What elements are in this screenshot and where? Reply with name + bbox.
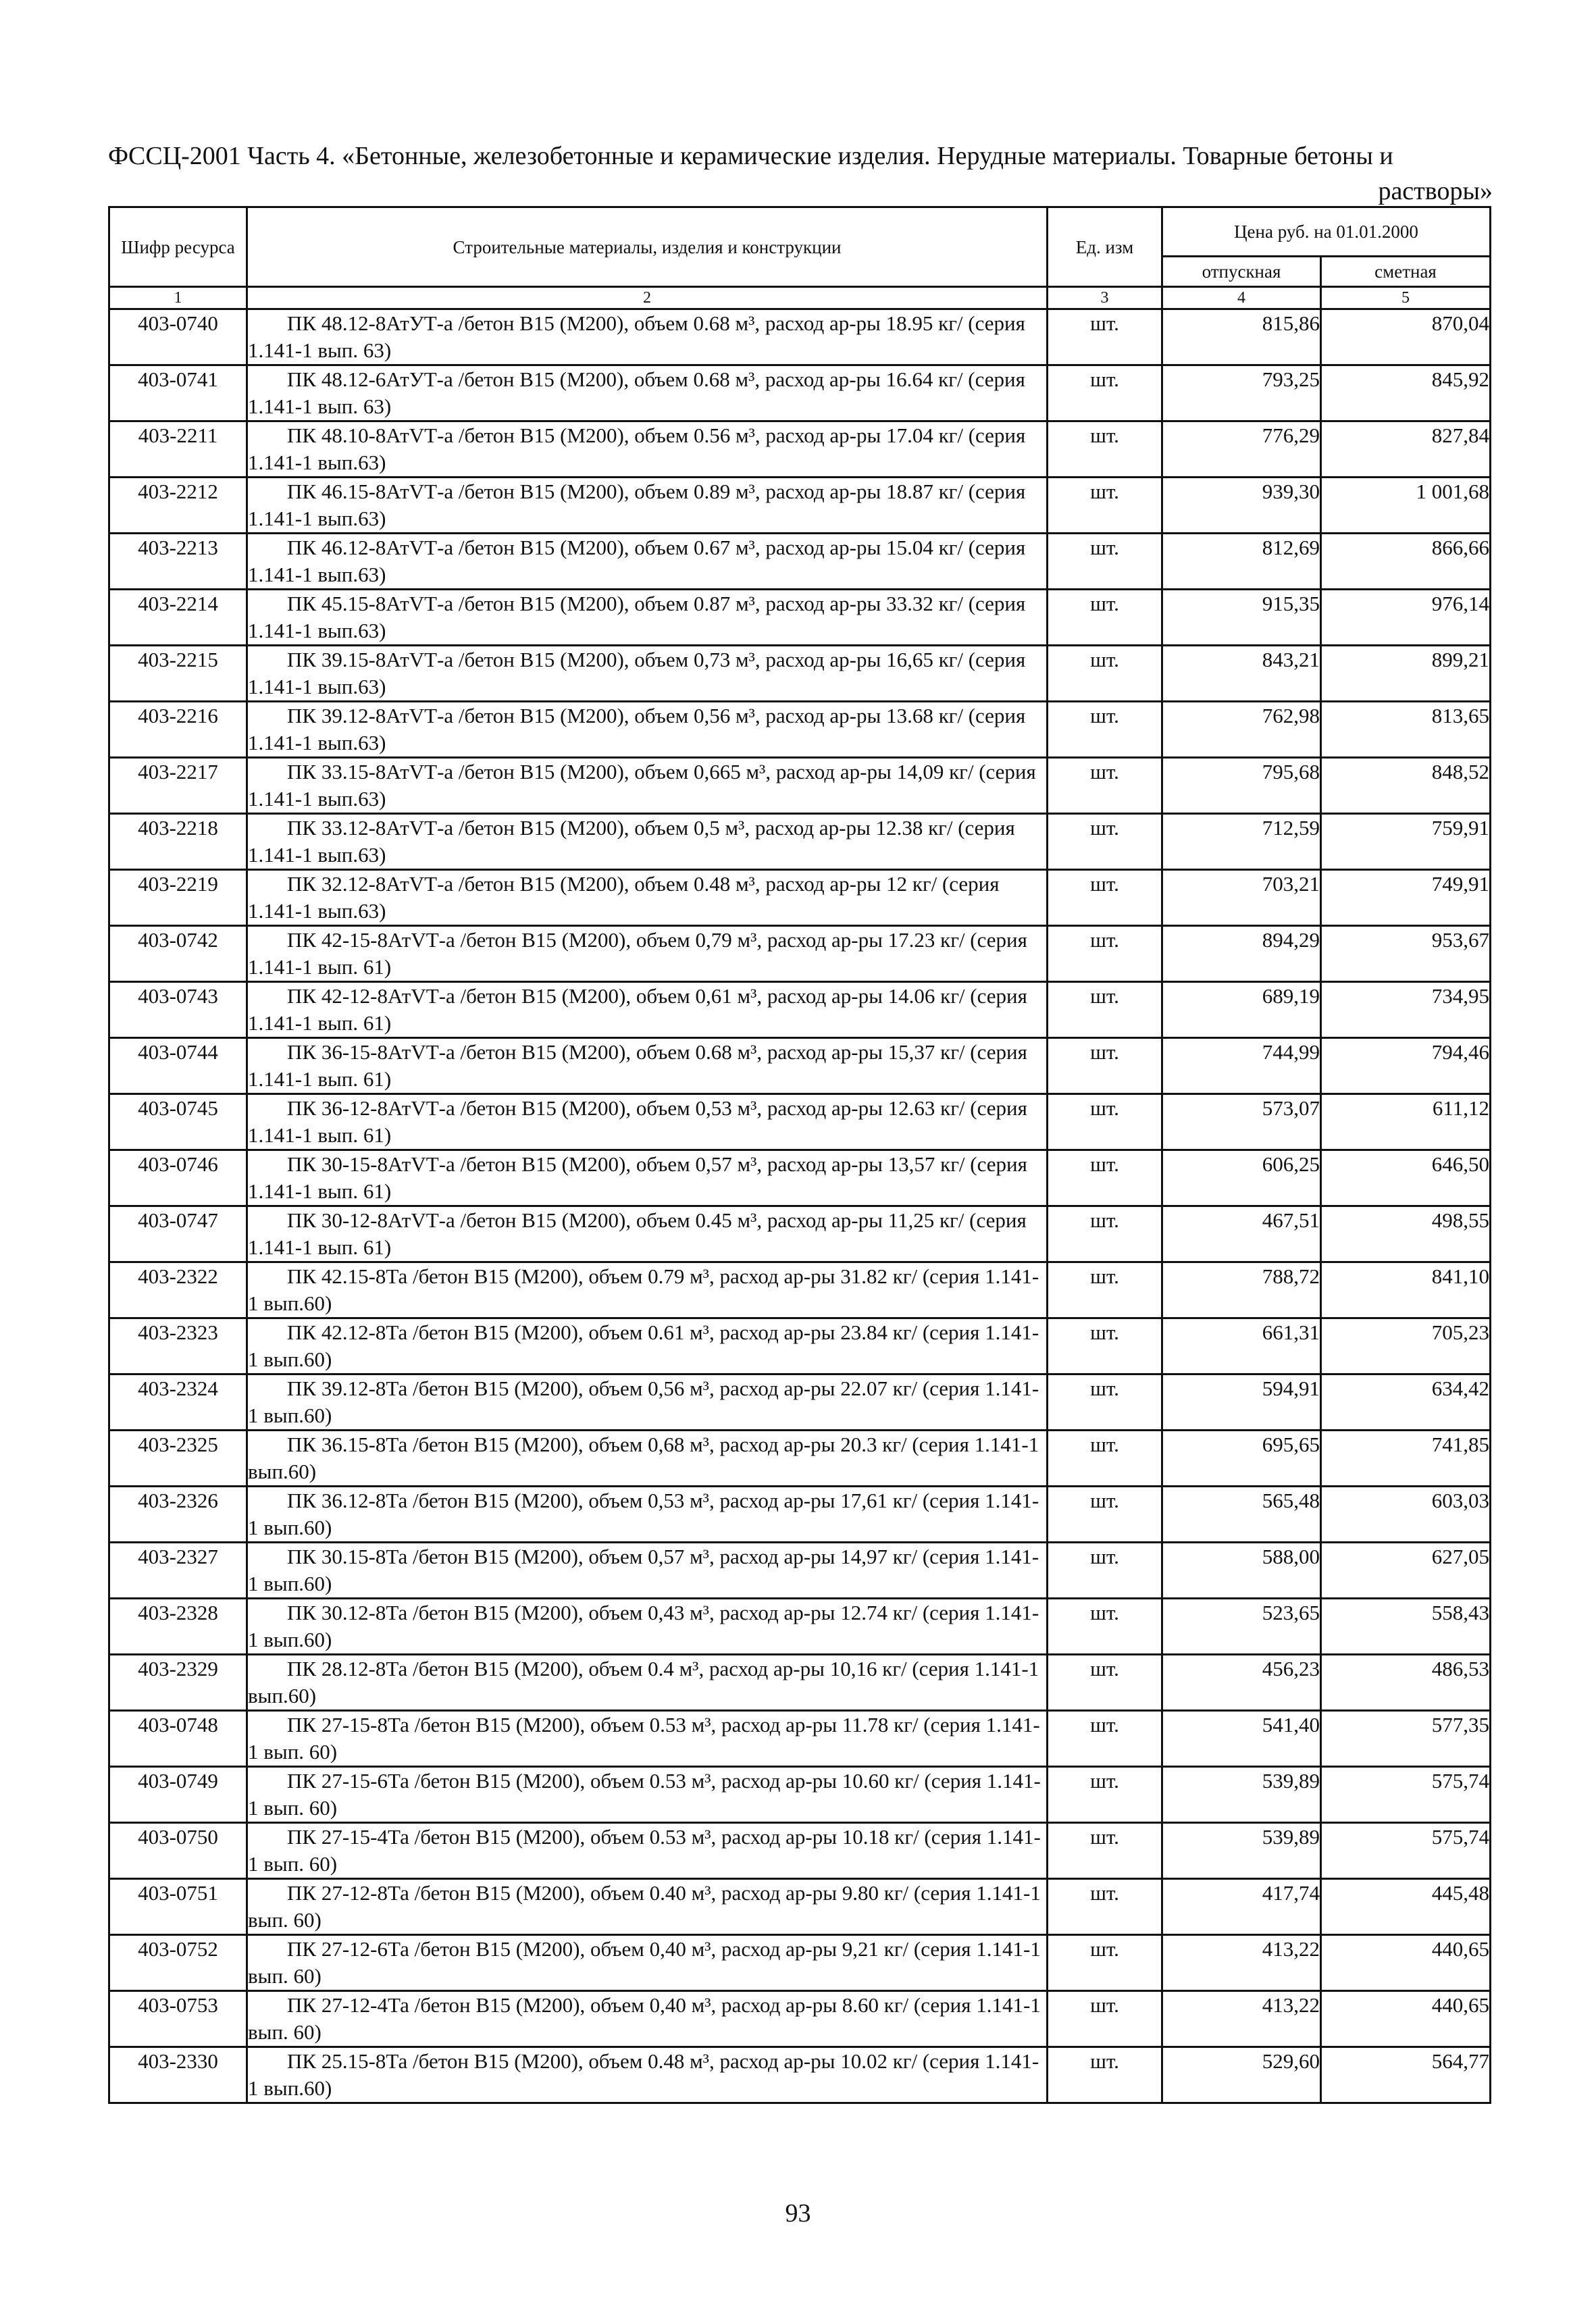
- row-unit: шт.: [1048, 1711, 1162, 1767]
- row-name: ПК 30.12-8Та /бетон В15 (М200), объем 0,43 м³, расход ар-ры 12.74 кг/ (серия 1.141-1 вып.60): [247, 1599, 1048, 1655]
- table-row: [109, 1094, 1491, 1150]
- row-unit: шт.: [1048, 1206, 1162, 1262]
- row-code: 403-2322: [109, 1262, 247, 1318]
- row-name: ПК 36-15-8АтVТ-а /бетон В15 (М200), объем 0.68 м³, расход ар-ры 15,37 кг/ (серия 1.141-1 вып. 61): [247, 1038, 1048, 1094]
- row-code: 403-0751: [109, 1879, 247, 1935]
- row-release-price: 812,69: [1162, 534, 1321, 590]
- row-estimate-price: 866,66: [1321, 534, 1491, 590]
- row-estimate-price: 870,04: [1321, 309, 1491, 365]
- row-release-price: 456,23: [1162, 1655, 1321, 1711]
- row-code: 403-0752: [109, 1935, 247, 1991]
- row-name: ПК 46.15-8АтVТ-а /бетон В15 (М200), объем 0.89 м³, расход ар-ры 18.87 кг/ (серия 1.141-1 вып.63): [247, 478, 1048, 534]
- table-row: [109, 1374, 1491, 1431]
- row-unit: шт.: [1048, 1094, 1162, 1150]
- row-code: 403-2324: [109, 1374, 247, 1431]
- row-code: 403-2330: [109, 2047, 247, 2103]
- header-line-1: ФССЦ-2001 Часть 4. «Бетонные, железобетонные и керамические изделия. Нерудные материалы. Товарные бетоны и: [108, 142, 1393, 170]
- row-name: ПК 27-12-8Та /бетон В15 (М200), объем 0.40 м³, расход ар-ры 9.80 кг/ (серия 1.141-1 вып. 60): [247, 1879, 1048, 1935]
- table-row: [109, 1655, 1491, 1711]
- table-row: [109, 982, 1491, 1038]
- row-code: 403-0747: [109, 1206, 247, 1262]
- table-row: [109, 1543, 1491, 1599]
- row-release-price: 894,29: [1162, 926, 1321, 982]
- row-estimate-price: 603,03: [1321, 1487, 1491, 1543]
- row-code: 403-2212: [109, 478, 247, 534]
- row-name: ПК 39.12-8Та /бетон В15 (М200), объем 0,56 м³, расход ар-ры 22.07 кг/ (серия 1.141-1 вып.60): [247, 1374, 1048, 1431]
- table-row: [109, 534, 1491, 590]
- row-unit: шт.: [1048, 365, 1162, 421]
- row-release-price: 539,89: [1162, 1767, 1321, 1823]
- row-estimate-price: 841,10: [1321, 1262, 1491, 1318]
- row-release-price: 541,40: [1162, 1711, 1321, 1767]
- row-estimate-price: 445,48: [1321, 1879, 1491, 1935]
- row-name: ПК 30-12-8АтVТ-а /бетон В15 (М200), объем 0.45 м³, расход ар-ры 11,25 кг/ (серия 1.141-1 вып. 61): [247, 1206, 1048, 1262]
- table-row: [109, 1711, 1491, 1767]
- table-row: [109, 590, 1491, 646]
- row-code: 403-0745: [109, 1094, 247, 1150]
- row-release-price: 661,31: [1162, 1318, 1321, 1374]
- row-release-price: 793,25: [1162, 365, 1321, 421]
- row-name: ПК 30-15-8АтVТ-а /бетон В15 (М200), объем 0,57 м³, расход ар-ры 13,57 кг/ (серия 1.141-1 вып. 61): [247, 1150, 1048, 1206]
- table-row: [109, 758, 1491, 814]
- row-code: 403-0748: [109, 1711, 247, 1767]
- row-code: 403-0744: [109, 1038, 247, 1094]
- table-row: [109, 814, 1491, 870]
- table-row: [109, 1487, 1491, 1543]
- col-header-price-group: Цена руб. на 01.01.2000: [1162, 207, 1491, 257]
- row-unit: шт.: [1048, 1318, 1162, 1374]
- col-header-name: Строительные материалы, изделия и конструкции: [247, 207, 1048, 287]
- row-code: 403-0746: [109, 1150, 247, 1206]
- table-row: [109, 365, 1491, 421]
- row-release-price: 703,21: [1162, 870, 1321, 926]
- row-name: ПК 36.15-8Та /бетон В15 (М200), объем 0,68 м³, расход ар-ры 20.3 кг/ (серия 1.141-1 вып.60): [247, 1431, 1048, 1487]
- row-unit: шт.: [1048, 702, 1162, 758]
- row-release-price: 594,91: [1162, 1374, 1321, 1431]
- row-name: ПК 39.15-8АтVТ-а /бетон В15 (М200), объем 0,73 м³, расход ар-ры 16,65 кг/ (серия 1.141-1 вып.63): [247, 646, 1048, 702]
- row-release-price: 744,99: [1162, 1038, 1321, 1094]
- row-code: 403-0740: [109, 309, 247, 365]
- row-unit: шт.: [1048, 758, 1162, 814]
- row-estimate-price: 575,74: [1321, 1823, 1491, 1879]
- row-estimate-price: 1 001,68: [1321, 478, 1491, 534]
- row-estimate-price: 705,23: [1321, 1318, 1491, 1374]
- row-unit: шт.: [1048, 1543, 1162, 1599]
- table-row: [109, 1431, 1491, 1487]
- row-estimate-price: 564,77: [1321, 2047, 1491, 2103]
- row-unit: шт.: [1048, 646, 1162, 702]
- row-name: ПК 42.15-8Та /бетон В15 (М200), объем 0.79 м³, расход ар-ры 31.82 кг/ (серия 1.141-1 вып.60): [247, 1262, 1048, 1318]
- row-name: ПК 45.15-8АтVТ-а /бетон В15 (М200), объем 0.87 м³, расход ар-ры 33.32 кг/ (серия 1.141-1 вып.63): [247, 590, 1048, 646]
- row-estimate-price: 558,43: [1321, 1599, 1491, 1655]
- row-unit: шт.: [1048, 590, 1162, 646]
- row-release-price: 606,25: [1162, 1150, 1321, 1206]
- table-row: [109, 1935, 1491, 1991]
- row-release-price: 689,19: [1162, 982, 1321, 1038]
- table-row: [109, 702, 1491, 758]
- row-name: ПК 27-12-4Та /бетон В15 (М200), объем 0,40 м³, расход ар-ры 8.60 кг/ (серия 1.141-1 вып. 60): [247, 1991, 1048, 2047]
- row-unit: шт.: [1048, 2047, 1162, 2103]
- row-name: ПК 33.12-8АтVТ-а /бетон В15 (М200), объем 0,5 м³, расход ар-ры 12.38 кг/ (серия 1.141-1 вып.63): [247, 814, 1048, 870]
- table-row: [109, 478, 1491, 534]
- col-number: 1: [109, 287, 247, 309]
- row-code: 403-2217: [109, 758, 247, 814]
- table-row: [109, 1150, 1491, 1206]
- row-unit: шт.: [1048, 1991, 1162, 2047]
- row-name: ПК 25.15-8Та /бетон В15 (М200), объем 0.48 м³, расход ар-ры 10.02 кг/ (серия 1.141-1 вып.60): [247, 2047, 1048, 2103]
- row-name: ПК 42-15-8АтVТ-а /бетон В15 (М200), объем 0,79 м³, расход ар-ры 17.23 кг/ (серия 1.141-1 вып. 61): [247, 926, 1048, 982]
- row-estimate-price: 611,12: [1321, 1094, 1491, 1150]
- row-release-price: 712,59: [1162, 814, 1321, 870]
- resource-price-table: [108, 206, 1491, 2104]
- row-code: 403-0753: [109, 1991, 247, 2047]
- row-release-price: 762,98: [1162, 702, 1321, 758]
- row-estimate-price: 734,95: [1321, 982, 1491, 1038]
- row-unit: шт.: [1048, 926, 1162, 982]
- row-name: ПК 48.12-8АтУТ-а /бетон В15 (М200), объем 0.68 м³, расход ар-ры 18.95 кг/ (серия 1.141-1 вып. 63): [247, 309, 1048, 365]
- row-name: ПК 48.12-6АтУТ-а /бетон В15 (М200), объем 0.68 м³, расход ар-ры 16.64 кг/ (серия 1.141-1 вып. 63): [247, 365, 1048, 421]
- row-code: 403-2215: [109, 646, 247, 702]
- row-name: ПК 36.12-8Та /бетон В15 (М200), объем 0,53 м³, расход ар-ры 17,61 кг/ (серия 1.141-1 вып.60): [247, 1487, 1048, 1543]
- row-estimate-price: 498,55: [1321, 1206, 1491, 1262]
- row-unit: шт.: [1048, 1823, 1162, 1879]
- row-name: ПК 33.15-8АтVТ-а /бетон В15 (М200), объем 0,665 м³, расход ар-ры 14,09 кг/ (серия 1.141-1 вып.63): [247, 758, 1048, 814]
- row-estimate-price: 646,50: [1321, 1150, 1491, 1206]
- row-release-price: 529,60: [1162, 2047, 1321, 2103]
- row-name: ПК 27-15-4Та /бетон В15 (М200), объем 0.53 м³, расход ар-ры 10.18 кг/ (серия 1.141-1 вып. 60): [247, 1823, 1048, 1879]
- row-release-price: 413,22: [1162, 1991, 1321, 2047]
- row-unit: шт.: [1048, 534, 1162, 590]
- row-code: 403-2328: [109, 1599, 247, 1655]
- row-unit: шт.: [1048, 1431, 1162, 1487]
- row-code: 403-2216: [109, 702, 247, 758]
- row-code: 403-2213: [109, 534, 247, 590]
- row-name: ПК 27-12-6Та /бетон В15 (М200), объем 0,40 м³, расход ар-ры 9,21 кг/ (серия 1.141-1 вып. 60): [247, 1935, 1048, 1991]
- row-release-price: 467,51: [1162, 1206, 1321, 1262]
- row-estimate-price: 486,53: [1321, 1655, 1491, 1711]
- row-code: 403-2323: [109, 1318, 247, 1374]
- row-unit: шт.: [1048, 1374, 1162, 1431]
- row-estimate-price: 845,92: [1321, 365, 1491, 421]
- row-estimate-price: 848,52: [1321, 758, 1491, 814]
- row-release-price: 776,29: [1162, 421, 1321, 478]
- table-row: [109, 1038, 1491, 1094]
- row-unit: шт.: [1048, 309, 1162, 365]
- row-estimate-price: 899,21: [1321, 646, 1491, 702]
- row-unit: шт.: [1048, 1599, 1162, 1655]
- row-unit: шт.: [1048, 1767, 1162, 1823]
- row-unit: шт.: [1048, 870, 1162, 926]
- row-unit: шт.: [1048, 814, 1162, 870]
- row-estimate-price: 440,65: [1321, 1935, 1491, 1991]
- table-row: [109, 926, 1491, 982]
- row-code: 403-2325: [109, 1431, 247, 1487]
- row-name: ПК 30.15-8Та /бетон В15 (М200), объем 0,57 м³, расход ар-ры 14,97 кг/ (серия 1.141-1 вып.60): [247, 1543, 1048, 1599]
- row-code: 403-0749: [109, 1767, 247, 1823]
- table-row: [109, 870, 1491, 926]
- row-code: 403-2329: [109, 1655, 247, 1711]
- table-row: [109, 1262, 1491, 1318]
- table-row: [109, 1318, 1491, 1374]
- row-release-price: 843,21: [1162, 646, 1321, 702]
- row-release-price: 588,00: [1162, 1543, 1321, 1599]
- table-row: [109, 646, 1491, 702]
- row-estimate-price: 749,91: [1321, 870, 1491, 926]
- col-number: 3: [1048, 287, 1162, 309]
- row-release-price: 565,48: [1162, 1487, 1321, 1543]
- row-unit: шт.: [1048, 982, 1162, 1038]
- row-unit: шт.: [1048, 421, 1162, 478]
- table-row: [109, 1206, 1491, 1262]
- row-estimate-price: 794,46: [1321, 1038, 1491, 1094]
- row-release-price: 815,86: [1162, 309, 1321, 365]
- row-name: ПК 42-12-8АтVТ-а /бетон В15 (М200), объем 0,61 м³, расход ар-ры 14.06 кг/ (серия 1.141-1 вып. 61): [247, 982, 1048, 1038]
- row-name: ПК 42.12-8Та /бетон В15 (М200), объем 0.61 м³, расход ар-ры 23.84 кг/ (серия 1.141-1 вып.60): [247, 1318, 1048, 1374]
- row-name: ПК 39.12-8АтVТ-а /бетон В15 (М200), объем 0,56 м³, расход ар-ры 13.68 кг/ (серия 1.141-1 вып.63): [247, 702, 1048, 758]
- row-release-price: 939,30: [1162, 478, 1321, 534]
- row-release-price: 795,68: [1162, 758, 1321, 814]
- table-row: [109, 309, 1491, 365]
- row-estimate-price: 440,65: [1321, 1991, 1491, 2047]
- col-header-code: Шифр ресурса: [109, 207, 247, 287]
- row-estimate-price: 627,05: [1321, 1543, 1491, 1599]
- row-release-price: 523,65: [1162, 1599, 1321, 1655]
- row-code: 403-2326: [109, 1487, 247, 1543]
- row-release-price: 915,35: [1162, 590, 1321, 646]
- row-name: ПК 36-12-8АтVТ-а /бетон В15 (М200), объем 0,53 м³, расход ар-ры 12.63 кг/ (серия 1.141-1 вып. 61): [247, 1094, 1048, 1150]
- row-release-price: 417,74: [1162, 1879, 1321, 1935]
- row-release-price: 413,22: [1162, 1935, 1321, 1991]
- col-number: 5: [1321, 287, 1491, 309]
- table-body: [109, 309, 1491, 2103]
- col-header-unit: Ед. изм: [1048, 207, 1162, 287]
- row-unit: шт.: [1048, 478, 1162, 534]
- row-estimate-price: 634,42: [1321, 1374, 1491, 1431]
- row-name: ПК 46.12-8АтVТ-а /бетон В15 (М200), объем 0.67 м³, расход ар-ры 15.04 кг/ (серия 1.141-1 вып.63): [247, 534, 1048, 590]
- row-code: 403-0742: [109, 926, 247, 982]
- row-code: 403-2327: [109, 1543, 247, 1599]
- row-name: ПК 28.12-8Та /бетон В15 (М200), объем 0.4 м³, расход ар-ры 10,16 кг/ (серия 1.141-1 вып.60): [247, 1655, 1048, 1711]
- col-number: 4: [1162, 287, 1321, 309]
- row-estimate-price: 577,35: [1321, 1711, 1491, 1767]
- row-unit: шт.: [1048, 1262, 1162, 1318]
- row-unit: шт.: [1048, 1150, 1162, 1206]
- row-code: 403-2218: [109, 814, 247, 870]
- page-number: 93: [785, 2199, 811, 2228]
- table-row: [109, 421, 1491, 478]
- row-estimate-price: 741,85: [1321, 1431, 1491, 1487]
- row-release-price: 539,89: [1162, 1823, 1321, 1879]
- row-unit: шт.: [1048, 1935, 1162, 1991]
- row-unit: шт.: [1048, 1879, 1162, 1935]
- row-estimate-price: 976,14: [1321, 590, 1491, 646]
- row-estimate-price: 953,67: [1321, 926, 1491, 982]
- row-code: 403-2214: [109, 590, 247, 646]
- page-header: [108, 138, 1493, 209]
- row-name: ПК 48.10-8АтVТ-а /бетон В15 (М200), объем 0.56 м³, расход ар-ры 17.04 кг/ (серия 1.141-1 вып.63): [247, 421, 1048, 478]
- table-row: [109, 1599, 1491, 1655]
- header-line-2: растворы»: [1378, 177, 1493, 205]
- row-code: 403-0741: [109, 365, 247, 421]
- row-name: ПК 27-15-8Та /бетон В15 (М200), объем 0.53 м³, расход ар-ры 11.78 кг/ (серия 1.141-1 вып. 60): [247, 1711, 1048, 1767]
- row-release-price: 695,65: [1162, 1431, 1321, 1487]
- table-row: [109, 1823, 1491, 1879]
- row-name: ПК 27-15-6Та /бетон В15 (М200), объем 0.53 м³, расход ар-ры 10.60 кг/ (серия 1.141-1 вып. 60): [247, 1767, 1048, 1823]
- table-row: [109, 2047, 1491, 2103]
- col-number: 2: [247, 287, 1048, 309]
- row-code: 403-0743: [109, 982, 247, 1038]
- col-header-price-release: отпускная: [1162, 257, 1321, 287]
- row-release-price: 788,72: [1162, 1262, 1321, 1318]
- row-code: 403-2211: [109, 421, 247, 478]
- row-code: 403-2219: [109, 870, 247, 926]
- row-unit: шт.: [1048, 1038, 1162, 1094]
- row-name: ПК 32.12-8АтVТ-а /бетон В15 (М200), объем 0.48 м³, расход ар-ры 12 кг/ (серия 1.141-1 вып.63): [247, 870, 1048, 926]
- col-header-price-estimate: сметная: [1321, 257, 1491, 287]
- table-row: [109, 1879, 1491, 1935]
- row-release-price: 573,07: [1162, 1094, 1321, 1150]
- row-estimate-price: 575,74: [1321, 1767, 1491, 1823]
- row-unit: шт.: [1048, 1487, 1162, 1543]
- table-row: [109, 1991, 1491, 2047]
- row-estimate-price: 827,84: [1321, 421, 1491, 478]
- row-estimate-price: 759,91: [1321, 814, 1491, 870]
- row-unit: шт.: [1048, 1655, 1162, 1711]
- row-estimate-price: 813,65: [1321, 702, 1491, 758]
- row-code: 403-0750: [109, 1823, 247, 1879]
- table-row: [109, 1767, 1491, 1823]
